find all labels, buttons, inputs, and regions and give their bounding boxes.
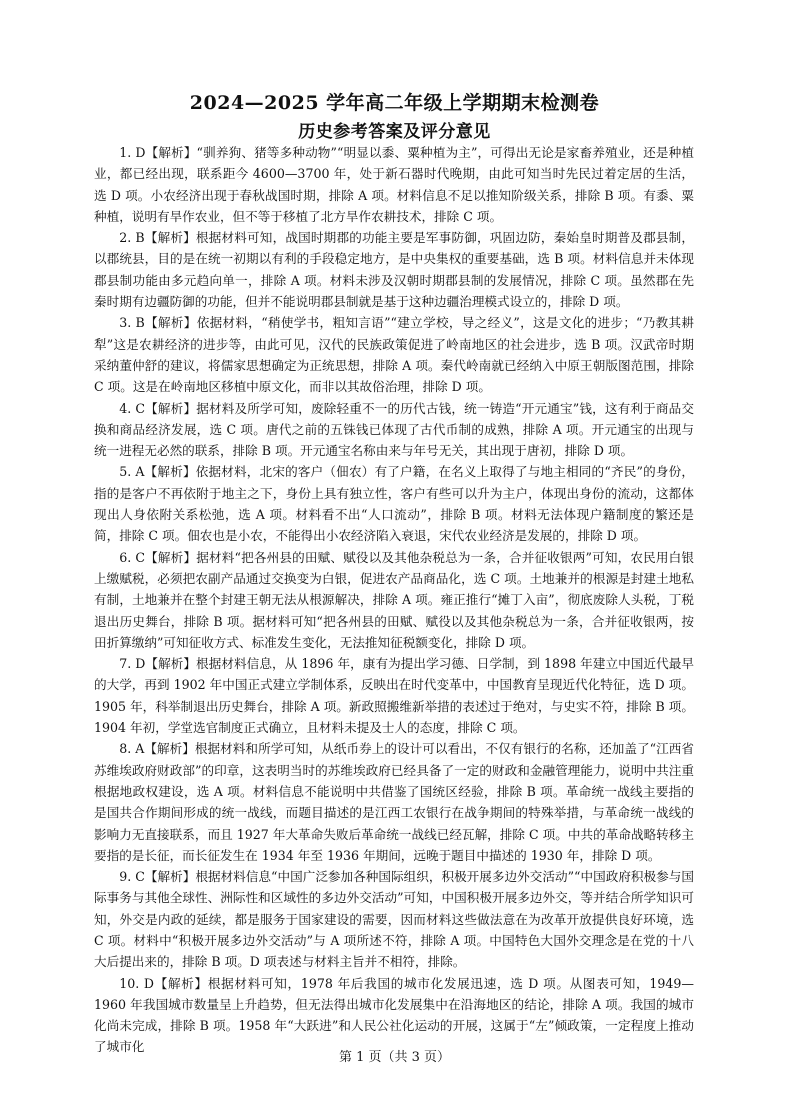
answer-item-2: 2. B【解析】根据材料可知，战国时期郡的功能主要是军事防御，巩固边防，秦始皇时期普及郡县制，以郡统县，目的是在统一初期以有利的手段稳定地方，是中央集权的重要基础，选 B 项。材料信息并未体现郡县制功能由多元趋向单一，排除 A 项。材料未涉及汉朝时期郡县制的发展情况，排除 C 项。虽然郡在先秦时期有边疆防御的功能，但并不能说明郡县制就是基于这种边疆治理模式设立的，排除 D 项。 [94, 230, 694, 310]
answer-item-6: 6. C【解析】据材料“把各州县的田赋、赋役以及其他杂税总为一条，合并征收银两”可知，农民用白银上缴赋税，必须把农副产品通过交换变为白银，促进农产品商品化，选 C 项。土地兼并的根源是封建土地私有制，土地兼并在整个封建王朝无法从根源解决，排除 A 项。雍正推行“摊丁入亩”，彻底废除人头税，丁税退出历史舞台，排除 B 项。据材料可知“把各州县的田赋、赋役以及其他杂税总为一条，合并征收银两，按田折算缴纳”可知征收方式、标准发生变化，无法推知征税额变化，排除 D 项。 [94, 549, 694, 650]
page-number: 第 1 页（共 3 页） [338, 1050, 451, 1065]
document-title: 2024—2025 学年高二年级上学期期末检测卷 [189, 92, 600, 114]
document-subtitle: 历史参考答案及评分意见 [298, 122, 491, 142]
answer-item-3: 3. B【解析】依据材料，“稍使学书，粗知言语”“建立学校，导之经义”，这是文化的进步；“乃教其耕犁”这是农耕经济的进步等，由此可见，汉代的民族政策促进了岭南地区的社会进步，选 B 项。汉武帝时期采纳董仲舒的建议，将儒家思想确定为正统思想，排除 A 项。秦代岭南就已经纳入中原王朝版图范围，排除 C 项。这是在岭南地区移植中原文化，而非以其故俗治理，排除 D 项。 [94, 315, 694, 395]
answer-item-5: 5. A【解析】依据材料，北宋的客户（佃农）有了户籍，在名义上取得了与地主相同的“齐民”的身份，指的是客户不再依附于地主之下，身份上具有独立性，客户有些可以升为主户，体现出身份的流动，这都体现出人身依附关系松弛，选 A 项。材料看不出“人口流动”，排除 B 项。材料无法体现户籍制度的繁还是简，排除 C 项。佃农也是小农，不能得出小农经济陷入衰退，宋代农业经济是发展的，排除 D 项。 [94, 464, 694, 544]
answer-item-9: 9. C【解析】根据材料信息“中国广泛参加各种国际组织，积极开展多边外交活动”“中国政府积极参与国际事务与其他全球性、洲际性和区域性的多边外交活动”可知，中国积极开展多边外交，等并结合所学知识可知，外交是内政的延续，都是服务于国家建设的需要，因而材料这些做法意在为改革开放提供良好环境，选 C 项。材料中“积极开展多边外交活动”与 A 项所述不符，排除 A 项。中国特色大国外交理念是在党的十八大后提出来的，排除 B 项。D 项表述与材料主旨并不相符，排除。 [94, 869, 694, 970]
answer-item-7: 7. D【解析】根据材料信息，从 1896 年，康有为提出学习德、日学制，到 1898 年建立中国近代最早的大学，再到 1902 年中国正式建立学制体系，反映出在时代变革中，中国教育呈现近代化特征，选 D 项。1905 年，科举制退出历史舞台，排除 A 项。新政照搬维新举措的表述过于绝对，与史实不符，排除 B 项。1904 年初，学堂选官制度正式确立，且材料未提及士人的态度，排除 C 项。 [94, 656, 694, 736]
answer-item-4: 4. C【解析】据材料及所学可知，废除轻重不一的历代古钱，统一铸造“开元通宝”钱，这有利于商品交换和商品经济发展，选 C 项。唐代之前的五铢钱已体现了古代币制的成熟，排除 A 项。开元通宝的出现与统一进程无必然的联系，排除 B 项。开元通宝名称由来与年号无关，其出现于唐初，排除 D 项。 [94, 400, 694, 459]
answer-item-8: 8. A【解析】根据材料和所学可知，从纸币券上的设计可以看出，不仅有银行的名称，还加盖了“江西省苏维埃政府财政部”的印章，这表明当时的苏维埃政府已经具备了一定的财政和金融管理能力，说明中共注重根据地政权建设，选 A 项。材料信息不能说明中共借鉴了国统区经验，排除 B 项。革命统一战线主要指的是国共合作期间形成的统一战线，而题目描述的是江西工农银行在战争期间的特殊举措，与革命统一战线的影响力无直接联系，而且 1927 年大革命失败后革命统一战线已经瓦解，排除 C 项。中共的革命战略转移主要指的是长征，而长征发生在 1934 年至 1936 年期间，远晚于题目中描述的 1930 年，排除 D 项。 [94, 741, 694, 863]
answer-item-10: 10. D【解析】根据材料可知，1978 年后我国的城市化发展迅速，选 D 项。从图表可知，1949—1960 年我国城市数量呈上升趋势，但无法得出城市化发展集中在沿海地区的结论，排除 A 项。我国的城市化尚未完成，排除 B 项。1958 年“大跃进”和人民公社化运动的开展，这属于“左”倾政策，一定程度上推动了城市化 [94, 975, 694, 1055]
answer-list [94, 142, 694, 1058]
answer-item-1: 1. D【解析】“驯养狗、猪等多种动物”“明显以黍、粟种植为主”，可得出无论是家畜养殖业，还是种植业，都已经出现，联系距今 4600—3700 年，处于新石器时代晚期，由此可知当时先民过着定居的生活，选 D 项。小农经济出现于春秋战国时期，排除 A 项。材料信息不足以推知阶级关系，排除 B 项。有黍、粟种植，说明有旱作农业，但不等于移植了北方旱作农耕技术，排除 C 项。 [94, 145, 694, 224]
